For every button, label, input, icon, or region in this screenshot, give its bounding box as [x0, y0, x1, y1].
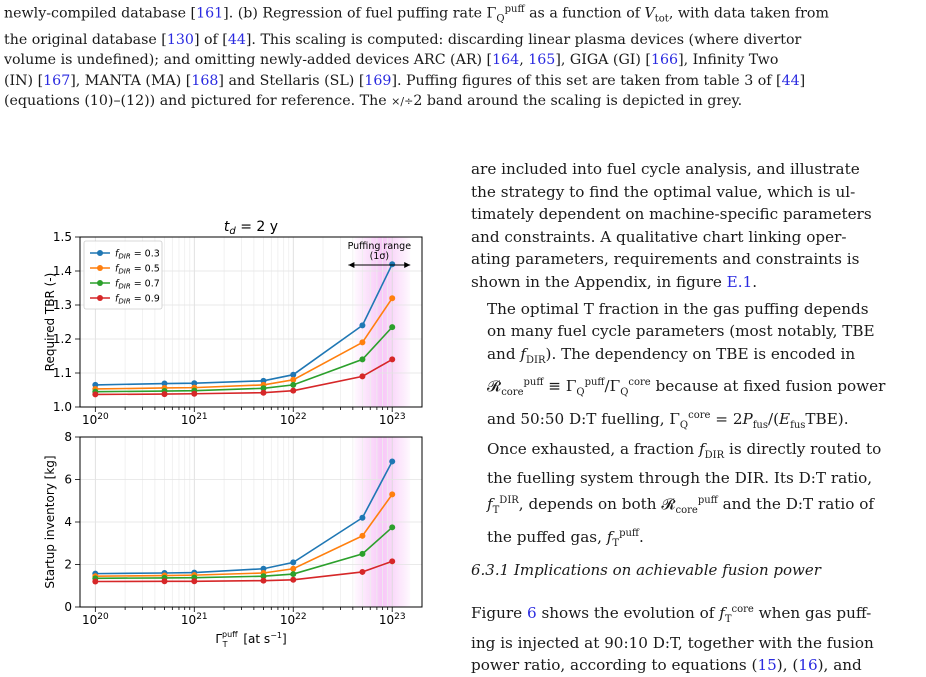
- data-point: [359, 533, 365, 539]
- data-point: [260, 578, 266, 584]
- x-tick-label: $10^{23}$: [378, 612, 406, 627]
- chart-title: $t_d = 2$ y: [223, 219, 279, 237]
- y-tick-label: 0: [64, 600, 72, 614]
- figure-caption: [4, 0, 922, 113]
- figure-link[interactable]: E.1: [726, 272, 753, 291]
- x-tick-label: $10^{22}$: [279, 412, 307, 427]
- arrow-head-left: [348, 262, 354, 268]
- legend-label: $f_{DIR} = 0.5$: [115, 263, 160, 276]
- legend-label: $f_{DIR} = 0.3$: [115, 248, 160, 261]
- x-axis-label: $\Gamma^{puff}$ T [at $s^{-1}$]: [215, 630, 287, 649]
- data-point: [92, 391, 98, 397]
- series-line: [95, 461, 392, 573]
- data-point: [290, 388, 296, 394]
- series-line: [95, 527, 392, 578]
- data-point: [161, 391, 167, 397]
- data-point: [389, 324, 395, 330]
- legend-swatch-marker: [97, 280, 103, 286]
- data-point: [92, 579, 98, 585]
- figure-link[interactable]: 6: [526, 604, 537, 623]
- data-point: [290, 382, 296, 388]
- legend-label: $f_{DIR} = 0.9$: [115, 293, 160, 306]
- figure-chart: [0, 155, 462, 655]
- data-point: [359, 339, 365, 345]
- y-axis-label: Required TBR (-): [43, 272, 57, 372]
- y-tick-label: 8: [64, 430, 72, 444]
- data-point: [389, 458, 395, 464]
- data-point: [290, 566, 296, 572]
- data-point: [260, 390, 266, 396]
- data-point: [359, 569, 365, 575]
- data-point: [290, 577, 296, 583]
- y-tick-label: 6: [64, 472, 72, 487]
- x-tick-label: $10^{21}$: [180, 612, 208, 627]
- legend-swatch-marker: [97, 295, 103, 301]
- data-point: [389, 558, 395, 564]
- y-axis-label: Startup inventory [kg]: [43, 455, 57, 589]
- annotation-label: Puffing range: [347, 241, 412, 252]
- y-tick-label: 1.3: [52, 298, 72, 312]
- data-point: [359, 373, 365, 379]
- body-text: [471, 158, 919, 555]
- caption-line: newly-compiled database [161]. (b) Regression of fuel puffing rate $\Gamma_Q^{puff}$ as a function of $V_{tot}$, with data taken from: [4, 4, 829, 25]
- x-tick-label: $10^{21}$: [180, 412, 208, 427]
- x-tick-label: $10^{20}$: [81, 612, 109, 627]
- y-tick-label: 1.5: [52, 230, 72, 244]
- caption-line: the original database [130] of [44]. This scaling is computed: discarding linear plasma devices (where divertor: [4, 31, 802, 48]
- data-point: [389, 261, 395, 267]
- y-tick-label: 1.0: [52, 400, 72, 414]
- panel-startup-inventory: [43, 430, 422, 649]
- y-tick-label: 4: [64, 515, 72, 529]
- legend-label: $f_{DIR} = 0.7$: [115, 278, 160, 291]
- x-tick-label: $10^{22}$: [279, 612, 307, 627]
- legend-swatch-marker: [97, 265, 103, 271]
- data-point: [359, 515, 365, 521]
- subsection-title: 6.3.1 Implications on achievable fusion power: [471, 561, 821, 579]
- legend: [84, 241, 162, 309]
- data-point: [359, 356, 365, 362]
- x-tick-label: $10^{20}$: [81, 412, 109, 427]
- x-tick-label: $10^{23}$: [378, 412, 406, 427]
- data-point: [290, 559, 296, 565]
- caption-line: volume is undefined); and omitting newly-added devices ARC (AR) [164, 165], GIGA (GI) [166], Infinity Two: [4, 52, 779, 69]
- annotation-sublabel: (1σ): [369, 251, 390, 262]
- data-point: [389, 491, 395, 497]
- data-point: [389, 356, 395, 362]
- y-tick-label: 1.4: [52, 264, 72, 278]
- data-point: [161, 578, 167, 584]
- y-tick-label: 2: [64, 557, 72, 572]
- data-point: [191, 391, 197, 397]
- panel-required-tbr: [43, 219, 422, 427]
- paragraph-1: are included into fuel cycle analysis, and illustrate the strategy to find the optimal value, which is ul- timately dependent on machine-specific parameters and constraints. A qualitative chart linking oper- ating parameters, requirements and constraints is shown in the Appendix, in figure E.1.: [471, 160, 872, 291]
- data-point: [359, 322, 365, 328]
- data-point: [191, 578, 197, 584]
- paragraph-2: The optimal T fraction in the gas puffing depends on many fuel cycle parameters (most notably, TBE and $f_{DIR}$). The dependency on TBE is encoded in 𝓡$_{core}^{puff}$ ≡ $\Gamma_Q^{puff}/\Gamma_Q^{core}$ because at fixed fusion power and 50:50 D:T fuelling, $\Gamma_Q^{core} = 2P_{fus}/(E_{fus}TBE)$. Once exhausted, a fraction $f_{DIR}$ is directly routed to the fuelling system through the DIR. Its D:T ratio, $f_T^{DIR}$, depends on both 𝓡$_{core}^{puff}$ and the D:T ratio of the puffed gas, $f_T^{puff}$.: [487, 299, 886, 549]
- data-point: [290, 571, 296, 577]
- paragraph-3: Figure 6 shows the evolution of $f_T^{core}$ when gas puff- ing is injected at 90:10 D:T, together with the fusion power ratio, according to equations (15), (16), and: [471, 604, 874, 675]
- data-point: [389, 295, 395, 301]
- y-tick-label: 1.1: [52, 366, 72, 380]
- data-point: [389, 524, 395, 530]
- series-line: [95, 298, 392, 389]
- y-tick-label: 1.2: [52, 332, 72, 346]
- caption-line: (equations (10)–(12)) and pictured for reference. The ×/÷2 band around the scaling is depicted in grey.: [4, 93, 743, 110]
- data-point: [359, 551, 365, 557]
- legend-swatch-marker: [97, 250, 103, 256]
- caption-line: (IN) [167], MANTA (MA) [168] and Stellaris (SL) [169]. Puffing figures of this set are taken from table 3 of [44]: [4, 72, 806, 89]
- series-line: [95, 494, 392, 576]
